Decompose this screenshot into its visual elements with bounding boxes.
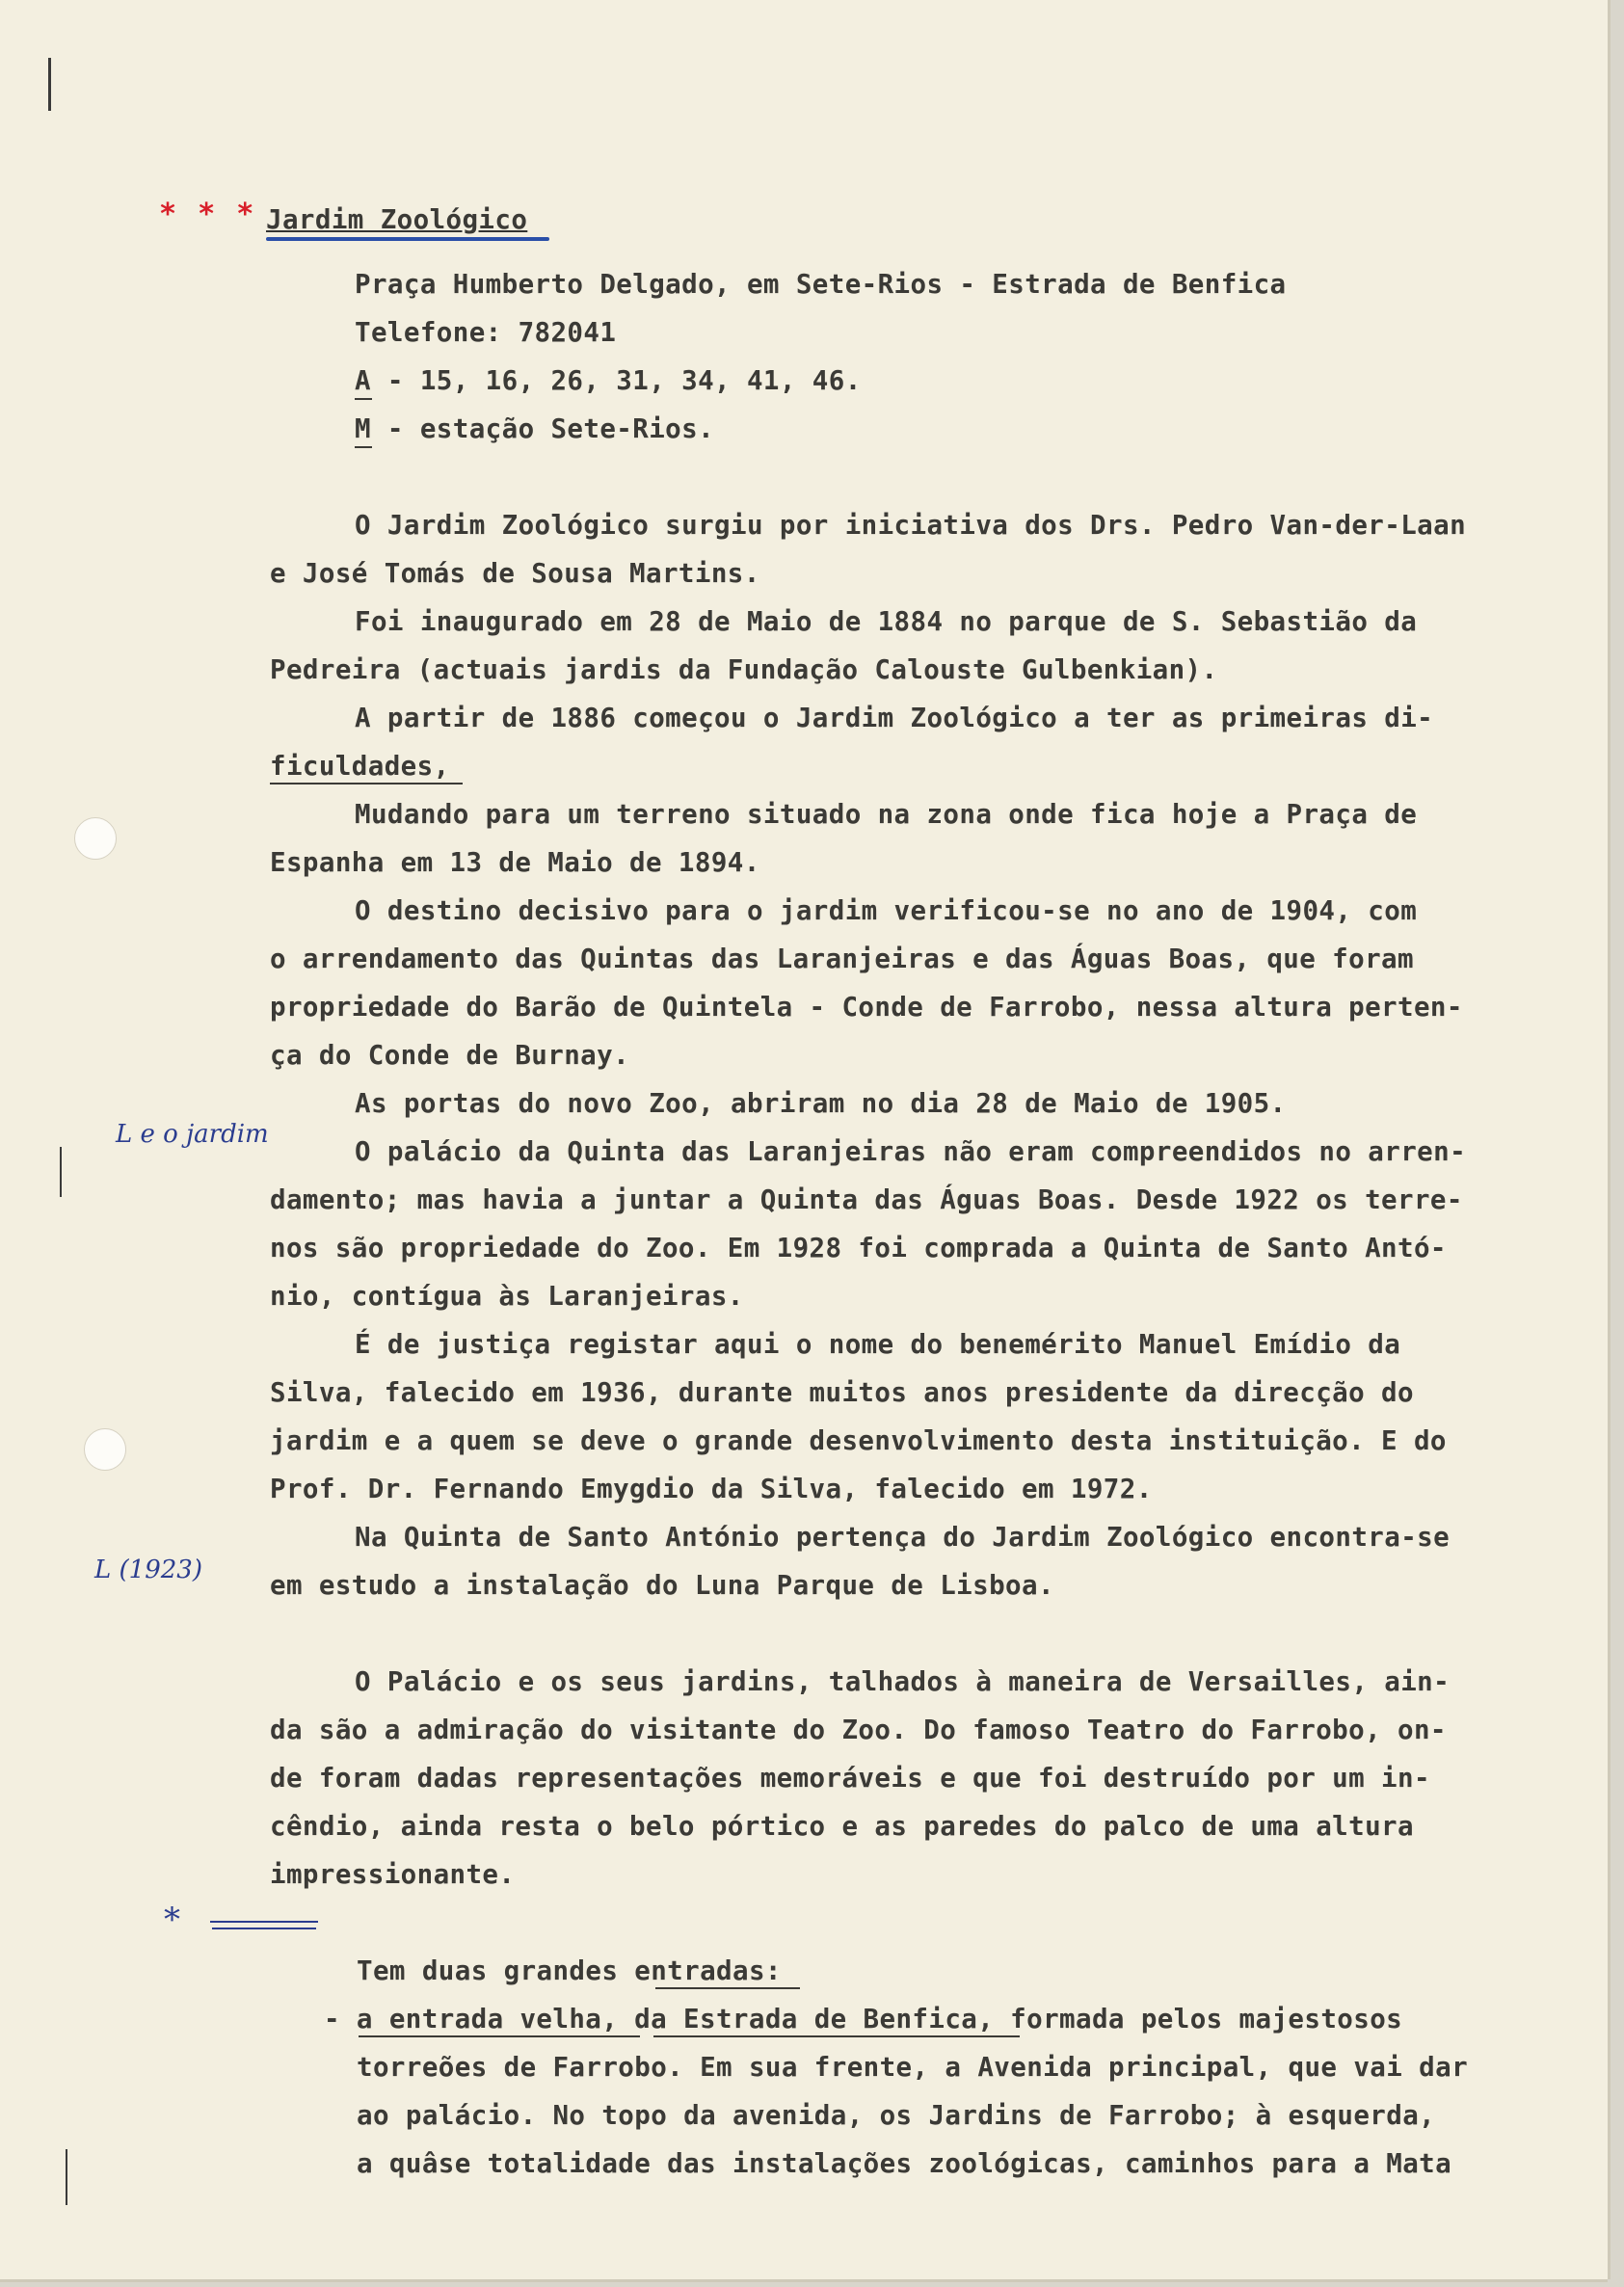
text-line: nio, contígua às Laranjeiras. bbox=[270, 1281, 744, 1312]
text-line: Foi inaugurado em 28 de Maio de 1884 no parque de S. Sebastião da bbox=[355, 606, 1418, 637]
text-line: impressionante. bbox=[270, 1859, 516, 1890]
punch-hole-bottom bbox=[84, 1428, 126, 1471]
margin-pen-line bbox=[210, 1921, 318, 1923]
text-line: ao palácio. No topo da avenida, os Jardins de Farrobo; à esquerda, bbox=[357, 2100, 1436, 2131]
underline-a-mark bbox=[355, 398, 372, 400]
text-line: ça do Conde de Burnay. bbox=[270, 1040, 630, 1071]
text-line: O Palácio e os seus jardins, talhados à maneira de Versailles, ain- bbox=[355, 1666, 1451, 1697]
red-asterisks: * * * bbox=[159, 198, 256, 231]
text-line: e José Tomás de Sousa Martins. bbox=[270, 558, 760, 589]
text-line: Silva, falecido em 1936, durante muitos anos presidente da direcção do bbox=[270, 1377, 1414, 1408]
text-line: É de justiça registar aqui o nome do benemérito Manuel Emídio da bbox=[355, 1329, 1401, 1360]
text-line: Prof. Dr. Fernando Emygdio da Silva, falecido em 1972. bbox=[270, 1474, 1153, 1504]
text-line: cêndio, ainda resta o belo pórtico e as paredes do palco de uma altura bbox=[270, 1811, 1414, 1842]
text-line: O palácio da Quinta das Laranjeiras não eram compreendidos no arren- bbox=[355, 1136, 1467, 1167]
edge-mark-top bbox=[48, 58, 51, 111]
text-line: jardim e a quem se deve o grande desenvolvimento desta instituição. E do bbox=[270, 1425, 1447, 1456]
text-line: Mudando para um terreno situado na zona onde fica hoje a Praça de bbox=[355, 799, 1418, 830]
edge-mark-bottom bbox=[66, 2149, 67, 2205]
text-line: o arrendamento das Quintas das Laranjeiras e das Águas Boas, que foram bbox=[270, 944, 1414, 974]
text-line: da são a admiração do visitante do Zoo. Do famoso Teatro do Farrobo, on- bbox=[270, 1715, 1447, 1745]
text-line: ficuldades, bbox=[270, 751, 450, 782]
text-line: - a entrada velha, da Estrada de Benfica, formada pelos majestosos bbox=[324, 2004, 1403, 2034]
margin-note: L (1923) bbox=[94, 1556, 202, 1584]
margin-pen-line bbox=[212, 1928, 316, 1929]
text-line: Na Quinta de Santo António pertença do Jardim Zoológico encontra-se bbox=[355, 1522, 1451, 1553]
edge-mark-middle bbox=[60, 1147, 62, 1197]
text-line: Tem duas grandes entradas: bbox=[357, 1955, 782, 1986]
phone-line: Telefone: 782041 bbox=[355, 317, 617, 348]
text-line: nos são propriedade do Zoo. Em 1928 foi comprada a Quinta de Santo Antó- bbox=[270, 1233, 1447, 1263]
bus-line: A - 15, 16, 26, 31, 34, 41, 46. bbox=[355, 365, 862, 396]
text-line: O Jardim Zoológico surgiu por iniciativa dos Drs. Pedro Van-der-Laan bbox=[355, 510, 1467, 541]
text-line: Pedreira (actuais jardis da Fundação Calouste Gulbenkian). bbox=[270, 654, 1218, 685]
text-line: O destino decisivo para o jardim verificou-se no ano de 1904, com bbox=[355, 895, 1418, 926]
text-line: A partir de 1886 começou o Jardim Zoológico a ter as primeiras di- bbox=[355, 703, 1434, 733]
punch-hole-top bbox=[74, 817, 117, 860]
text-line: torreões de Farrobo. Em sua frente, a Avenida principal, que vai dar bbox=[357, 2052, 1469, 2083]
margin-note: L e o jardim bbox=[116, 1120, 269, 1149]
text-line: damento; mas havia a juntar a Quinta das Águas Boas. Desde 1922 os terre- bbox=[270, 1184, 1463, 1215]
text-line: propriedade do Barão de Quintela - Conde de Farrobo, nessa altura perten- bbox=[270, 992, 1463, 1023]
underline-estrada-benfica bbox=[653, 2035, 1020, 2037]
margin-asterisk: * bbox=[164, 1901, 180, 1939]
text-line: a quâse totalidade das instalações zoológicas, caminhos para a Mata bbox=[357, 2148, 1452, 2179]
text-line: As portas do novo Zoo, abriram no dia 28 de Maio de 1905. bbox=[355, 1088, 1287, 1119]
text-line: de foram dadas representações memoráveis e que foi destruído por um in- bbox=[270, 1763, 1430, 1794]
underline-m-mark bbox=[355, 446, 372, 448]
underline-entradas bbox=[655, 1987, 800, 1989]
metro-line: M - estação Sete-Rios. bbox=[355, 413, 715, 444]
text-line: Espanha em 13 de Maio de 1894. bbox=[270, 847, 760, 878]
text-line: em estudo a instalação do Luna Parque de Lisboa. bbox=[270, 1570, 1054, 1601]
document-title: Jardim Zoológico bbox=[266, 204, 528, 235]
address-line: Praça Humberto Delgado, em Sete-Rios - Estrada de Benfica bbox=[355, 269, 1287, 300]
title-blue-underline bbox=[266, 237, 549, 241]
underline-dificuldades bbox=[270, 783, 463, 784]
underline-entrada-velha bbox=[359, 2035, 640, 2037]
